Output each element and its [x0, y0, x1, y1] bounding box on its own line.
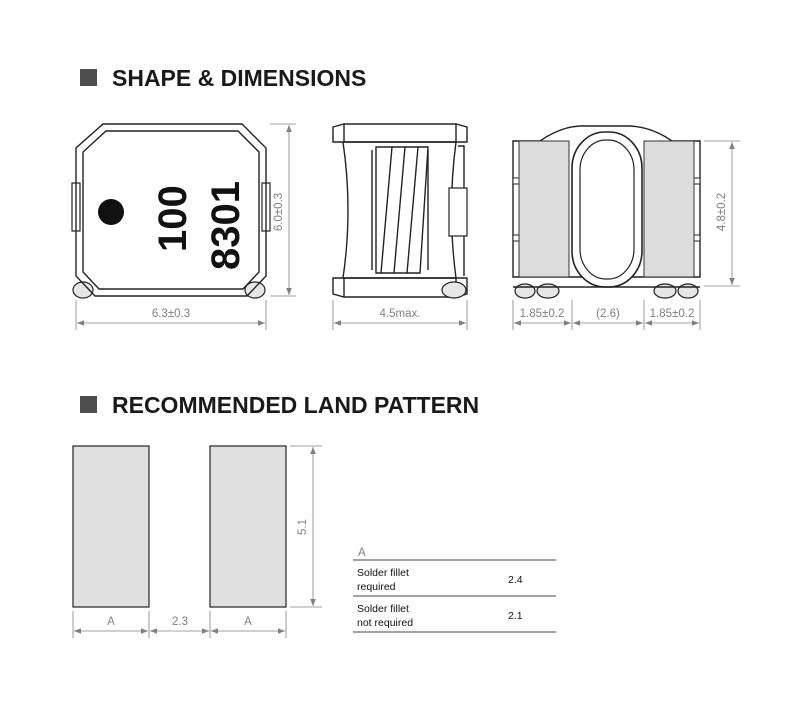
table-row-1-value: 2.4: [508, 574, 523, 586]
marking-line2: 8301: [204, 181, 248, 270]
top-view-height-dimension: [270, 124, 296, 296]
land-heading: RECOMMENDED LAND PATTERN: [112, 392, 480, 418]
heading-square-icon: [80, 396, 97, 413]
table-row-2-label-line2: not required: [357, 617, 414, 629]
land-height-label: 5.1: [297, 519, 309, 535]
front-height-label: 4.8±0.2: [716, 192, 728, 232]
land-pad-left: [73, 446, 149, 607]
top-view: [72, 124, 270, 298]
front-view-width-dimensions: [513, 300, 700, 330]
heading-square-icon: [80, 69, 97, 86]
land-width-dimensions: [73, 611, 286, 638]
front-right-label: 1.85±0.2: [649, 308, 695, 320]
side-thickness-label: 4.5max.: [379, 308, 421, 320]
side-view: [333, 124, 467, 298]
top-view-width-dimension: [76, 300, 266, 330]
land-height-dimension: [290, 446, 322, 607]
front-view-height-dimension: [704, 141, 740, 286]
land-gap-label: 2.3: [172, 616, 188, 628]
table-row-2-label-line1: Solder fillet: [357, 603, 409, 615]
front-center-label: (2.6): [596, 308, 620, 320]
table-row-2-value: 2.1: [508, 610, 523, 622]
land-pad-right-label: A: [244, 616, 252, 628]
top-height-label: 6.0±0.3: [273, 192, 285, 232]
land-pad-left-label: A: [107, 616, 115, 628]
front-left-label: 1.85±0.2: [519, 308, 565, 320]
polarity-dot: [98, 199, 124, 225]
land-pad-right: [210, 446, 286, 607]
table-header: A: [358, 547, 366, 559]
marking-line1: 100: [151, 185, 195, 252]
top-width-label: 6.3±0.3: [151, 308, 191, 320]
side-view-thickness-dimension: [333, 300, 467, 330]
front-view: [513, 126, 700, 298]
shape-heading: SHAPE & DIMENSIONS: [112, 65, 367, 91]
land-table: [353, 547, 556, 632]
table-row-1-label-line1: Solder fillet: [357, 567, 409, 579]
table-row-1-label-line2: required: [357, 581, 396, 593]
